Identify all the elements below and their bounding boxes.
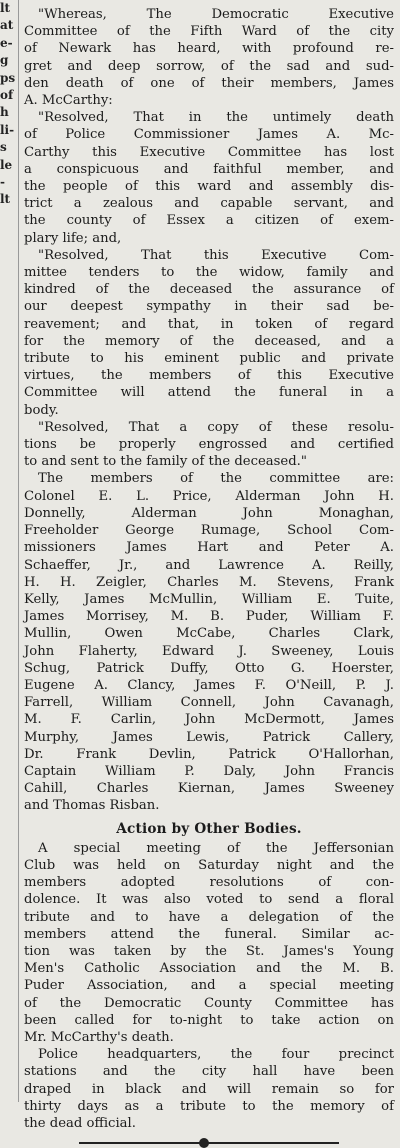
text-line: body. (24, 402, 59, 418)
text-line: members attend the funeral. Similar ac- (24, 926, 394, 942)
text-line: Farrell, William Connell, John Cavanagh, (24, 695, 394, 711)
text-line: Men's Catholic Association and the M. B. (24, 961, 394, 977)
text-line: tribute to his eminent public and private (24, 351, 394, 367)
text-line: M. F. Carlin, John McDermott, James (24, 712, 394, 728)
text-line: "Whereas, The Democratic Executive (38, 7, 394, 22)
text-line: The members of the committee are: (38, 471, 394, 487)
text-line: and Thomas Risban. (24, 798, 160, 814)
text-line: reavement; and that, in token of regard (24, 316, 394, 332)
text-line: tion was taken by the St. James's Young (24, 943, 394, 959)
text-line: Donnelly, Alderman John Monaghan, (24, 505, 394, 521)
text-line: Eugene A. Clancy, James F. O'Neill, P. J. (24, 677, 394, 693)
text-line: Club was held on Saturday night and the (24, 857, 394, 873)
margin-fragment: le (0, 157, 13, 172)
text-line: Captain William P. Daly, John Francis (24, 763, 394, 779)
text-line: been called for to-night to take action on (24, 1012, 394, 1028)
text-line: Committee of the Fifth Ward of the city (24, 24, 394, 40)
text-line: of the Democratic County Committee has (24, 995, 394, 1011)
margin-fragment: h (0, 105, 9, 120)
text-line: Schug, Patrick Duffy, Otto G. Hoerster, (24, 660, 394, 676)
text-line: virtues, the members of this Executive (24, 368, 394, 384)
text-line: the county of Essex a citizen of exem- (24, 213, 394, 229)
rule-ornament-dot (199, 1138, 209, 1148)
text-line: the people of this ward and assembly dis- (24, 179, 394, 195)
resolved-paragraph-1 (24, 109, 394, 247)
margin-fragment: g (0, 53, 9, 68)
text-line: plary life; and, (24, 230, 122, 246)
margin-fragment: s (0, 140, 7, 155)
text-line: H. H. Zeigler, Charles M. Stevens, Frank (24, 574, 394, 590)
text-line: Dr. Frank Devlin, Patrick O'Hallorhan, (24, 746, 394, 762)
adjacent-column-fragments (0, 0, 16, 1102)
text-line: "Resolved, That in the untimely death (38, 110, 394, 126)
text-line: for the memory of the deceased, and a (24, 333, 394, 349)
text-line: our deepest sympathy in their sad be- (24, 299, 394, 315)
margin-fragment: lt (0, 192, 11, 207)
text-line: "Resolved, That this Executive Com- (38, 247, 394, 263)
text-line: James Morrisey, M. B. Puder, William F. (24, 609, 394, 625)
text-line: Schaeffer, Jr., and Lawrence A. Reilly, (24, 557, 394, 573)
text-line: Mr. McCarthy's death. (24, 1029, 174, 1045)
end-of-article-rule (79, 1138, 339, 1148)
text-line: to and sent to the family of the deceased." (24, 454, 307, 470)
margin-fragment: - (0, 175, 5, 190)
whereas-paragraph (24, 6, 394, 109)
police-headquarters-paragraph (24, 1046, 394, 1132)
text-line: mittee tenders to the widow, family and (24, 265, 394, 281)
margin-fragment: li- (0, 122, 15, 137)
text-line: Colonel E. L. Price, Alderman John H. (24, 488, 394, 504)
text-line: members adopted resolutions of con- (24, 875, 394, 891)
text-line: Cahill, Charles Kiernan, James Sweeney (24, 781, 394, 797)
text-line: den death of one of their members, James (24, 75, 394, 91)
text-line: Kelly, James McMullin, William E. Tuite, (24, 591, 394, 607)
text-line: Freeholder George Rumage, School Com- (24, 523, 394, 539)
text-line: missioners James Hart and Peter A. (24, 540, 394, 556)
text-line: dolence. It was also voted to send a floral (24, 892, 394, 908)
text-line: trict a zealous and capable servant, and (24, 196, 394, 212)
committee-members-paragraph (24, 470, 394, 814)
margin-fragment: of (0, 88, 14, 103)
text-line: gret and deep sorrow, of the sad and sud- (24, 58, 394, 74)
margin-fragment: lt (0, 1, 11, 15)
text-line: Committee will attend the funeral in a (24, 385, 394, 401)
text-line: Puder Association, and a special meeting (24, 978, 394, 994)
text-line: "Resolved, That a copy of these resolu- (38, 419, 394, 435)
text-line: of Police Commissioner James A. Mc- (24, 127, 394, 143)
text-line: A. McCarthy: (24, 93, 113, 109)
margin-fragment: at (0, 18, 14, 33)
text-line: Murphy, James Lewis, Patrick Callery, (24, 729, 394, 745)
text-line: A special meeting of the Jeffersonian (38, 840, 394, 856)
resolved-paragraph-3 (24, 419, 394, 471)
text-line: stations and the city hall have been (24, 1064, 394, 1080)
text-line: of Newark has heard, with profound re- (24, 41, 394, 57)
text-line: Mullin, Owen McCabe, Charles Clark, (24, 626, 394, 642)
margin-fragment: ps (0, 70, 16, 85)
text-line: Police headquarters, the four precinct (38, 1047, 394, 1063)
text-line: thirty days as a tribute to the memory of (24, 1098, 394, 1114)
column-rule (18, 0, 19, 1102)
text-line: tions be properly engrossed and certified (24, 437, 394, 453)
other-bodies-paragraph (24, 840, 394, 1046)
text-line: Carthy this Executive Committee has lost (24, 144, 394, 160)
resolved-paragraph-2 (24, 247, 394, 419)
text-line: John Flaherty, Edward J. Sweeney, Louis (24, 643, 394, 659)
section-heading: Action by Other Bodies. (116, 820, 302, 837)
text-line: a conspicuous and faithful member, and (24, 161, 394, 177)
rule-line (79, 1142, 339, 1144)
text-line: the dead official. (24, 1116, 136, 1131)
text-line: tribute and to have a delegation of the (24, 909, 394, 925)
text-line: draped in black and will remain so for (24, 1081, 394, 1097)
text-line: kindred of the deceased the assurance of (24, 282, 394, 298)
margin-fragment: e- (0, 35, 13, 50)
article-column (24, 0, 394, 1148)
